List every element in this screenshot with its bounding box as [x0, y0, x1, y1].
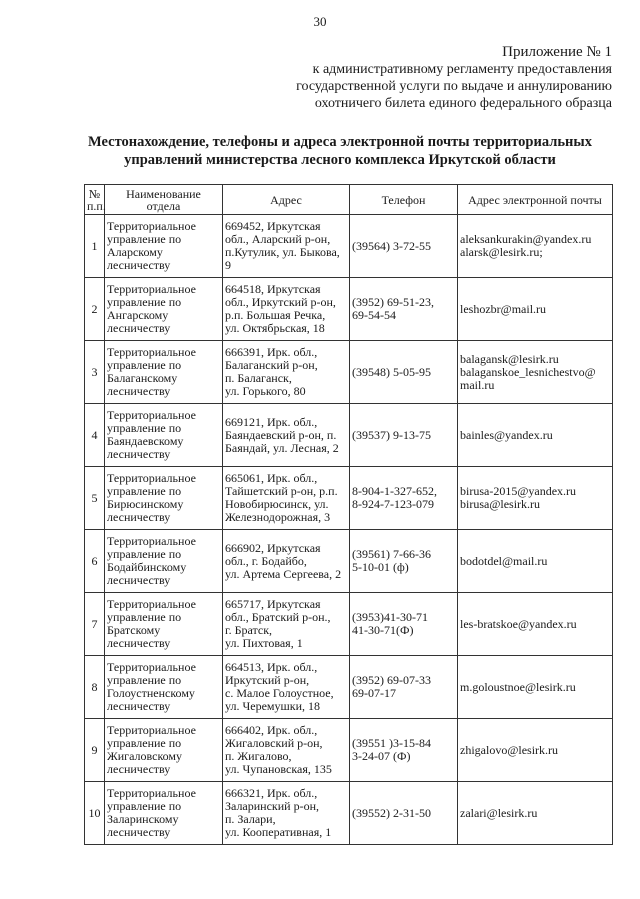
- table-row: [85, 593, 613, 656]
- document-title-line: управлений министерства лесного комплекса Иркутской области: [124, 152, 556, 168]
- header-num: № п.п.: [85, 185, 105, 215]
- appendix-line: государственной услуги по выдаче и аннулированию: [296, 79, 612, 94]
- row-email: m.goloustnoe@lesirk.ru: [458, 656, 613, 719]
- row-name: Территориальное управление по Бирюсинскому лесничеству: [105, 467, 223, 530]
- header-phone: Телефон: [350, 185, 458, 215]
- table-header-row: [85, 185, 613, 215]
- document-title-line: Местонахождение, телефоны и адреса электронной почты территориальных: [88, 134, 592, 150]
- header-name: Наименование отдела: [105, 185, 223, 215]
- row-email: bodotdel@mail.ru: [458, 530, 613, 593]
- table-row: [85, 215, 613, 278]
- table-row: [85, 404, 613, 467]
- row-num: 10: [85, 782, 105, 845]
- table-row: [85, 341, 613, 404]
- row-num: 4: [85, 404, 105, 467]
- appendix-title: Приложение № 1: [502, 44, 612, 60]
- table-row: [85, 467, 613, 530]
- row-num: 8: [85, 656, 105, 719]
- row-num: 3: [85, 341, 105, 404]
- header-address: Адрес: [223, 185, 350, 215]
- row-address: 665717, Иркутская обл., Братский р-он., г. Братск, ул. Пихтовая, 1: [223, 593, 350, 656]
- table-row: [85, 656, 613, 719]
- appendix-line: к административному регламенту предоставления: [312, 62, 612, 77]
- row-phone: (3952) 69-51-23, 69-54-54: [350, 278, 458, 341]
- row-name: Территориальное управление по Жигаловскому лесничеству: [105, 719, 223, 782]
- table-row: [85, 719, 613, 782]
- row-phone: 8-904-1-327-652, 8-924-7-123-079: [350, 467, 458, 530]
- row-phone: (39537) 9-13-75: [350, 404, 458, 467]
- row-email: balagansk@lesirk.ru balaganskoe_lesnichestvo@ mail.ru: [458, 341, 613, 404]
- row-phone: (3952) 69-07-33 69-07-17: [350, 656, 458, 719]
- row-address: 666402, Ирк. обл., Жигаловский р-он, п. Жигалово, ул. Чупановская, 135: [223, 719, 350, 782]
- row-name: Территориальное управление по Баяндаевскому лесничеству: [105, 404, 223, 467]
- row-num: 7: [85, 593, 105, 656]
- row-address: 664518, Иркутская обл., Иркутский р-он, р.п. Большая Речка, ул. Октябрьская, 18: [223, 278, 350, 341]
- row-address: 666391, Ирк. обл., Балаганский р-он, п. Балаганск, ул. Горького, 80: [223, 341, 350, 404]
- row-phone: (39564) 3-72-55: [350, 215, 458, 278]
- row-address: 666321, Ирк. обл., Заларинский р-он, п. Залари, ул. Кооперативная, 1: [223, 782, 350, 845]
- table-row: [85, 782, 613, 845]
- row-address: 669121, Ирк. обл., Баяндаевский р-он, п. Баяндай, ул. Лесная, 2: [223, 404, 350, 467]
- row-phone: (3953)41-30-71 41-30-71(Ф): [350, 593, 458, 656]
- row-num: 1: [85, 215, 105, 278]
- row-phone: (39561) 7-66-36 5-10-01 (ф): [350, 530, 458, 593]
- table-row: [85, 278, 613, 341]
- document-title: [60, 133, 620, 169]
- appendix-line: охотничего билета единого федерального образца: [314, 96, 612, 111]
- row-address: 665061, Ирк. обл., Тайшетский р-он, р.п. Новобирюсинск, ул. Железнодорожная, 3: [223, 467, 350, 530]
- row-email: bainles@yandex.ru: [458, 404, 613, 467]
- header-email: Адрес электронной почты: [458, 185, 613, 215]
- offices-table: [84, 184, 613, 845]
- row-email: birusa-2015@yandex.ru birusa@lesirk.ru: [458, 467, 613, 530]
- row-num: 9: [85, 719, 105, 782]
- row-email: les-bratskoe@yandex.ru: [458, 593, 613, 656]
- page-number: 30: [313, 14, 327, 29]
- row-address: 669452, Иркутская обл., Аларский р-он, п.Кутулик, ул. Быкова, 9: [223, 215, 350, 278]
- row-email: zhigalovo@lesirk.ru: [458, 719, 613, 782]
- row-phone: (39548) 5-05-95: [350, 341, 458, 404]
- row-name: Территориальное управление по Заларинскому лесничеству: [105, 782, 223, 845]
- row-email: zalari@lesirk.ru: [458, 782, 613, 845]
- row-email: leshozbr@mail.ru: [458, 278, 613, 341]
- row-name: Территориальное управление по Бодайбинскому лесничеству: [105, 530, 223, 593]
- row-email: aleksankurakin@yandex.ru alarsk@lesirk.ru;: [458, 215, 613, 278]
- row-address: 664513, Ирк. обл., Иркутский р-он, с. Малое Голоустное, ул. Черемушки, 18: [223, 656, 350, 719]
- row-name: Территориальное управление по Балаганскому лесничеству: [105, 341, 223, 404]
- table-row: [85, 530, 613, 593]
- row-num: 2: [85, 278, 105, 341]
- row-phone: (39551 )3-15-84 3-24-07 (Ф): [350, 719, 458, 782]
- row-name: Территориальное управление по Братскому лесничеству: [105, 593, 223, 656]
- row-num: 5: [85, 467, 105, 530]
- appendix-block: [296, 44, 612, 112]
- row-name: Территориальное управление по Ангарскому лесничеству: [105, 278, 223, 341]
- row-name: Территориальное управление по Аларскому лесничеству: [105, 215, 223, 278]
- row-phone: (39552) 2-31-50: [350, 782, 458, 845]
- row-num: 6: [85, 530, 105, 593]
- row-name: Территориальное управление по Голоустненскому лесничеству: [105, 656, 223, 719]
- row-address: 666902, Иркутская обл., г. Бодайбо, ул. Артема Сергеева, 2: [223, 530, 350, 593]
